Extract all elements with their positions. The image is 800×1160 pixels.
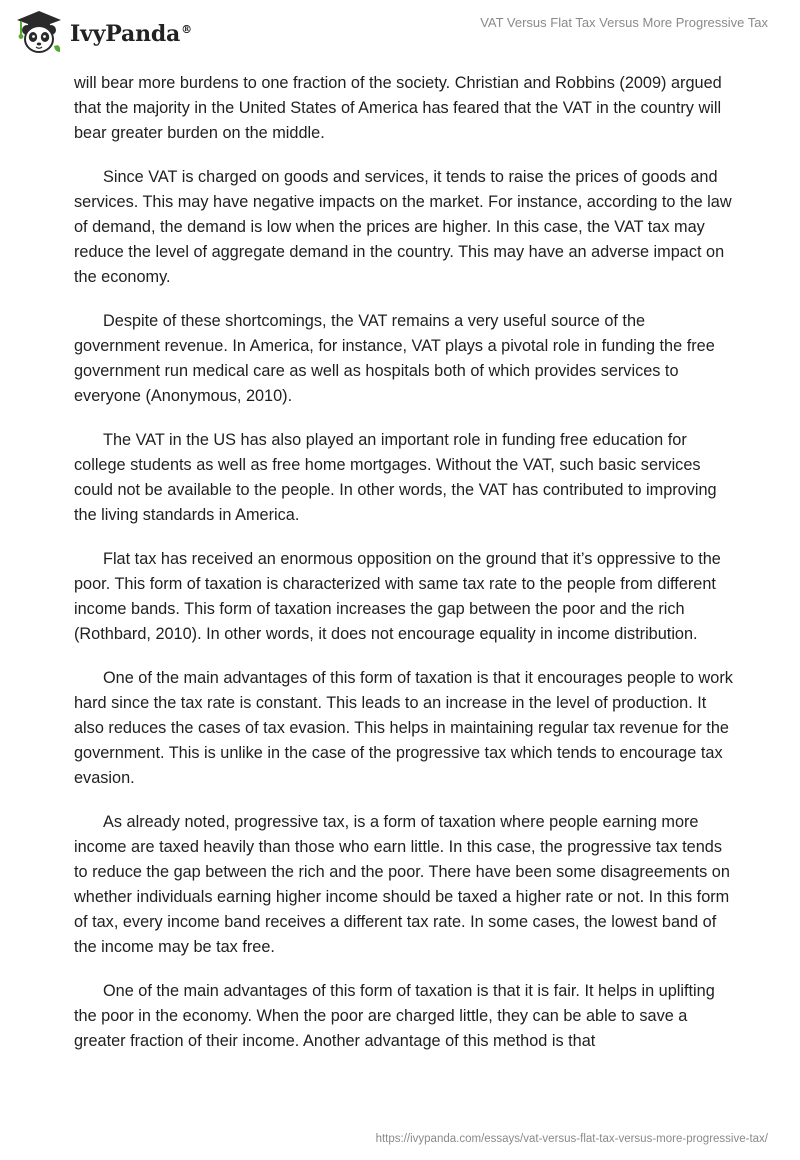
ivypanda-logo[interactable]: [14, 8, 192, 56]
paragraph: One of the main advantages of this form of taxation is that it is fair. It helps in uplifting the poor in the economy. When the poor are charged little, they can be able to save a greater fraction of their income. Another advantage of this method is that: [74, 982, 715, 1050]
registered-mark: ®: [181, 22, 192, 36]
page-header: [0, 0, 800, 62]
paragraph: Flat tax has received an enormous opposition on the ground that it’s oppressive to the poor. This form of taxation is characterized with same tax rate to the people from different income bands. This form of taxation increases the gap between the poor and the rich (Rothbard, 2010). In other words, it does not encourage equality in income distribution.: [74, 550, 721, 643]
brand-name-text: IvyPanda: [70, 21, 181, 47]
paragraph: Despite of these shortcomings, the VAT remains a very useful source of the government revenue. In America, for instance, VAT plays a pivotal role in funding the free government run medical care as well as hospitals both of which provides services to everyone (Anonymous, 2010).: [74, 312, 715, 405]
brand-name: [70, 21, 192, 47]
paragraph: One of the main advantages of this form of taxation is that it encourages people to work hard since the tax rate is constant. This leads to an increase in the level of production. It also reduces the cases of tax evasion. This helps in maintaining regular tax revenue for the government. This is unlike in the case of the progressive tax which tends to encourage tax evasion.: [74, 669, 733, 787]
paragraph: As already noted, progressive tax, is a form of taxation where people earning more income are taxed heavily than those who earn little. In this case, the progressive tax tends to reduce the gap between the rich and the poor. There have been some disagreements on whether individuals earning higher income should be taxed a higher rate or not. In this form of tax, every income band receives a different tax rate. In some cases, the lowest band of the income may be tax free.: [74, 813, 730, 956]
source-url-link[interactable]: https://ivypanda.com/essays/vat-versus-flat-tax-versus-more-progressive-tax/: [375, 1133, 768, 1145]
document-title: VAT Versus Flat Tax Versus More Progressive Tax: [480, 15, 768, 30]
paragraph-continuation: will bear more burdens to one fraction of the society. Christian and Robbins (2009) argued that the majority in the United States of America has feared that the VAT in the country will bear greater burden on the middle.: [74, 74, 722, 142]
essay-body: [74, 71, 734, 1073]
paragraph: The VAT in the US has also played an important role in funding free education for college students as well as free home mortgages. Without the VAT, such basic services could not be available to the people. In other words, the VAT has contributed to improving the living standards in America.: [74, 431, 717, 524]
panda-graduate-icon: [14, 8, 64, 56]
paragraph: Since VAT is charged on goods and services, it tends to raise the prices of goods and services. This may have negative impacts on the market. For instance, according to the law of demand, the demand is low when the prices are higher. In this case, the VAT tax may reduce the level of aggregate demand in the country. This may have an adverse impact on the economy.: [74, 168, 732, 286]
